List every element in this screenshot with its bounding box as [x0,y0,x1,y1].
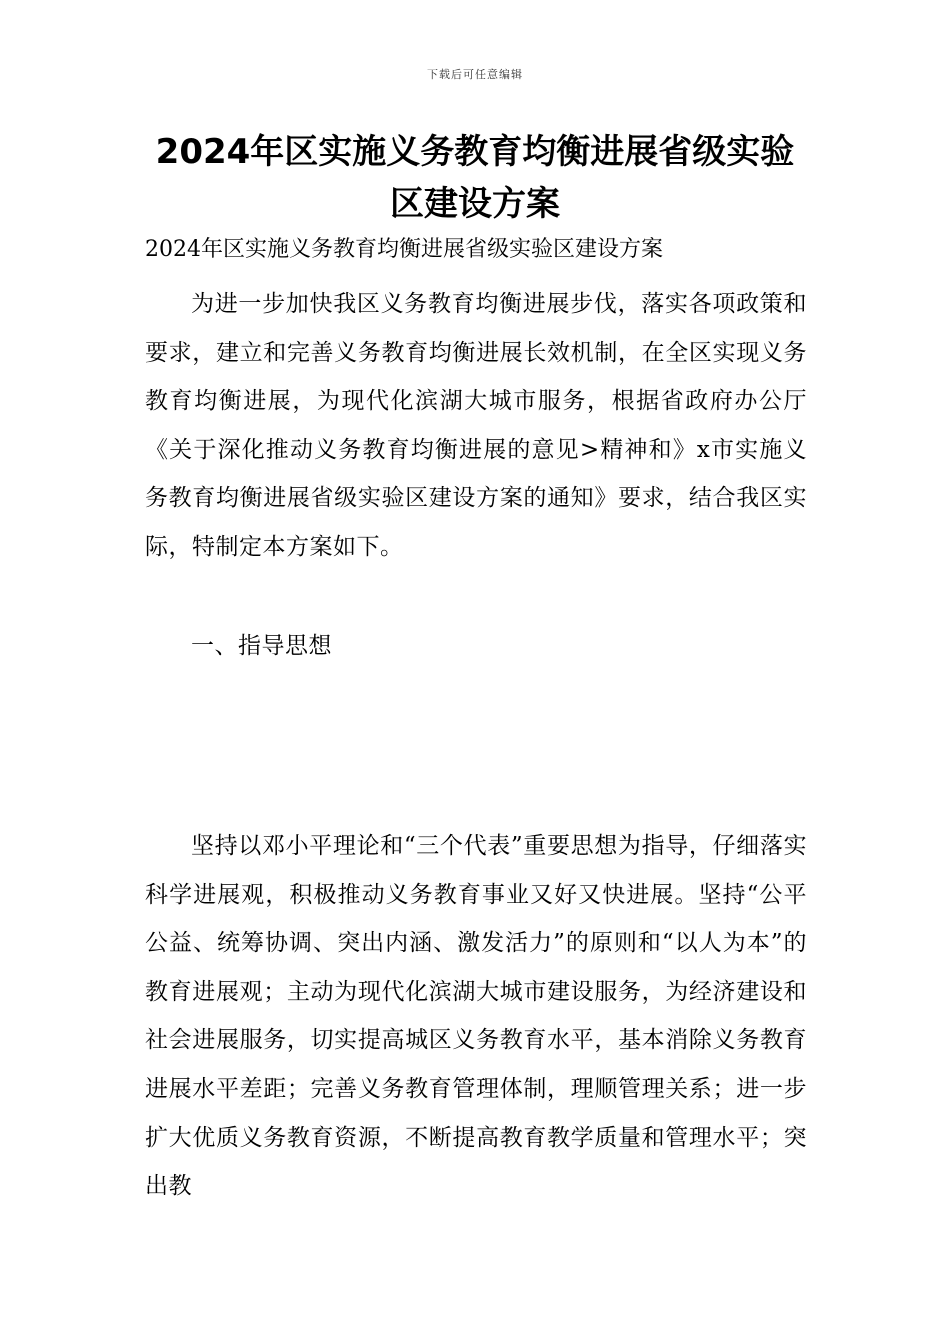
document-title: 2024年区实施义务教育均衡进展省级实验区建设方案 [155,132,795,224]
document-subtitle: 2024年区实施义务教育均衡进展省级实验区建设方案 [145,237,663,262]
header-note: 下载后可任意编辑 [427,68,523,81]
intro-paragraph: 为进一步加快我区义务教育均衡进展步伐，落实各项政策和要求，建立和完善义务教育均衡进展长效机制，在全区实现义务教育均衡进展，为现代化滨湖大城市服务，根据省政府办公厅《关于深化推动义务教育均衡进展的意见>精神和》x市实施义务教育均衡进展省级实验区建设方案的通知》要求，结合我区实际，特制定本方案如下。 [145,291,807,560]
section-heading: 一、指导思想 [191,633,332,659]
section-paragraph: 坚持以邓小平理论和“三个代表”重要思想为指导，仔细落实科学进展观，积极推动义务教育事业又好又快进展。坚持“公平公益、统筹协调、突出内涵、激发活力”的原则和“以人为本”的教育进展观；主动为现代化滨湖大城市建设服务，为经济建设和社会进展服务，切实提高城区义务教育水平，基本消除义务教育进展水平差距；完善义务教育管理体制，理顺管理关系；进一步扩大优质义务教育资源，不断提高教育教学质量和管理水平；突出教 [145,833,807,1200]
